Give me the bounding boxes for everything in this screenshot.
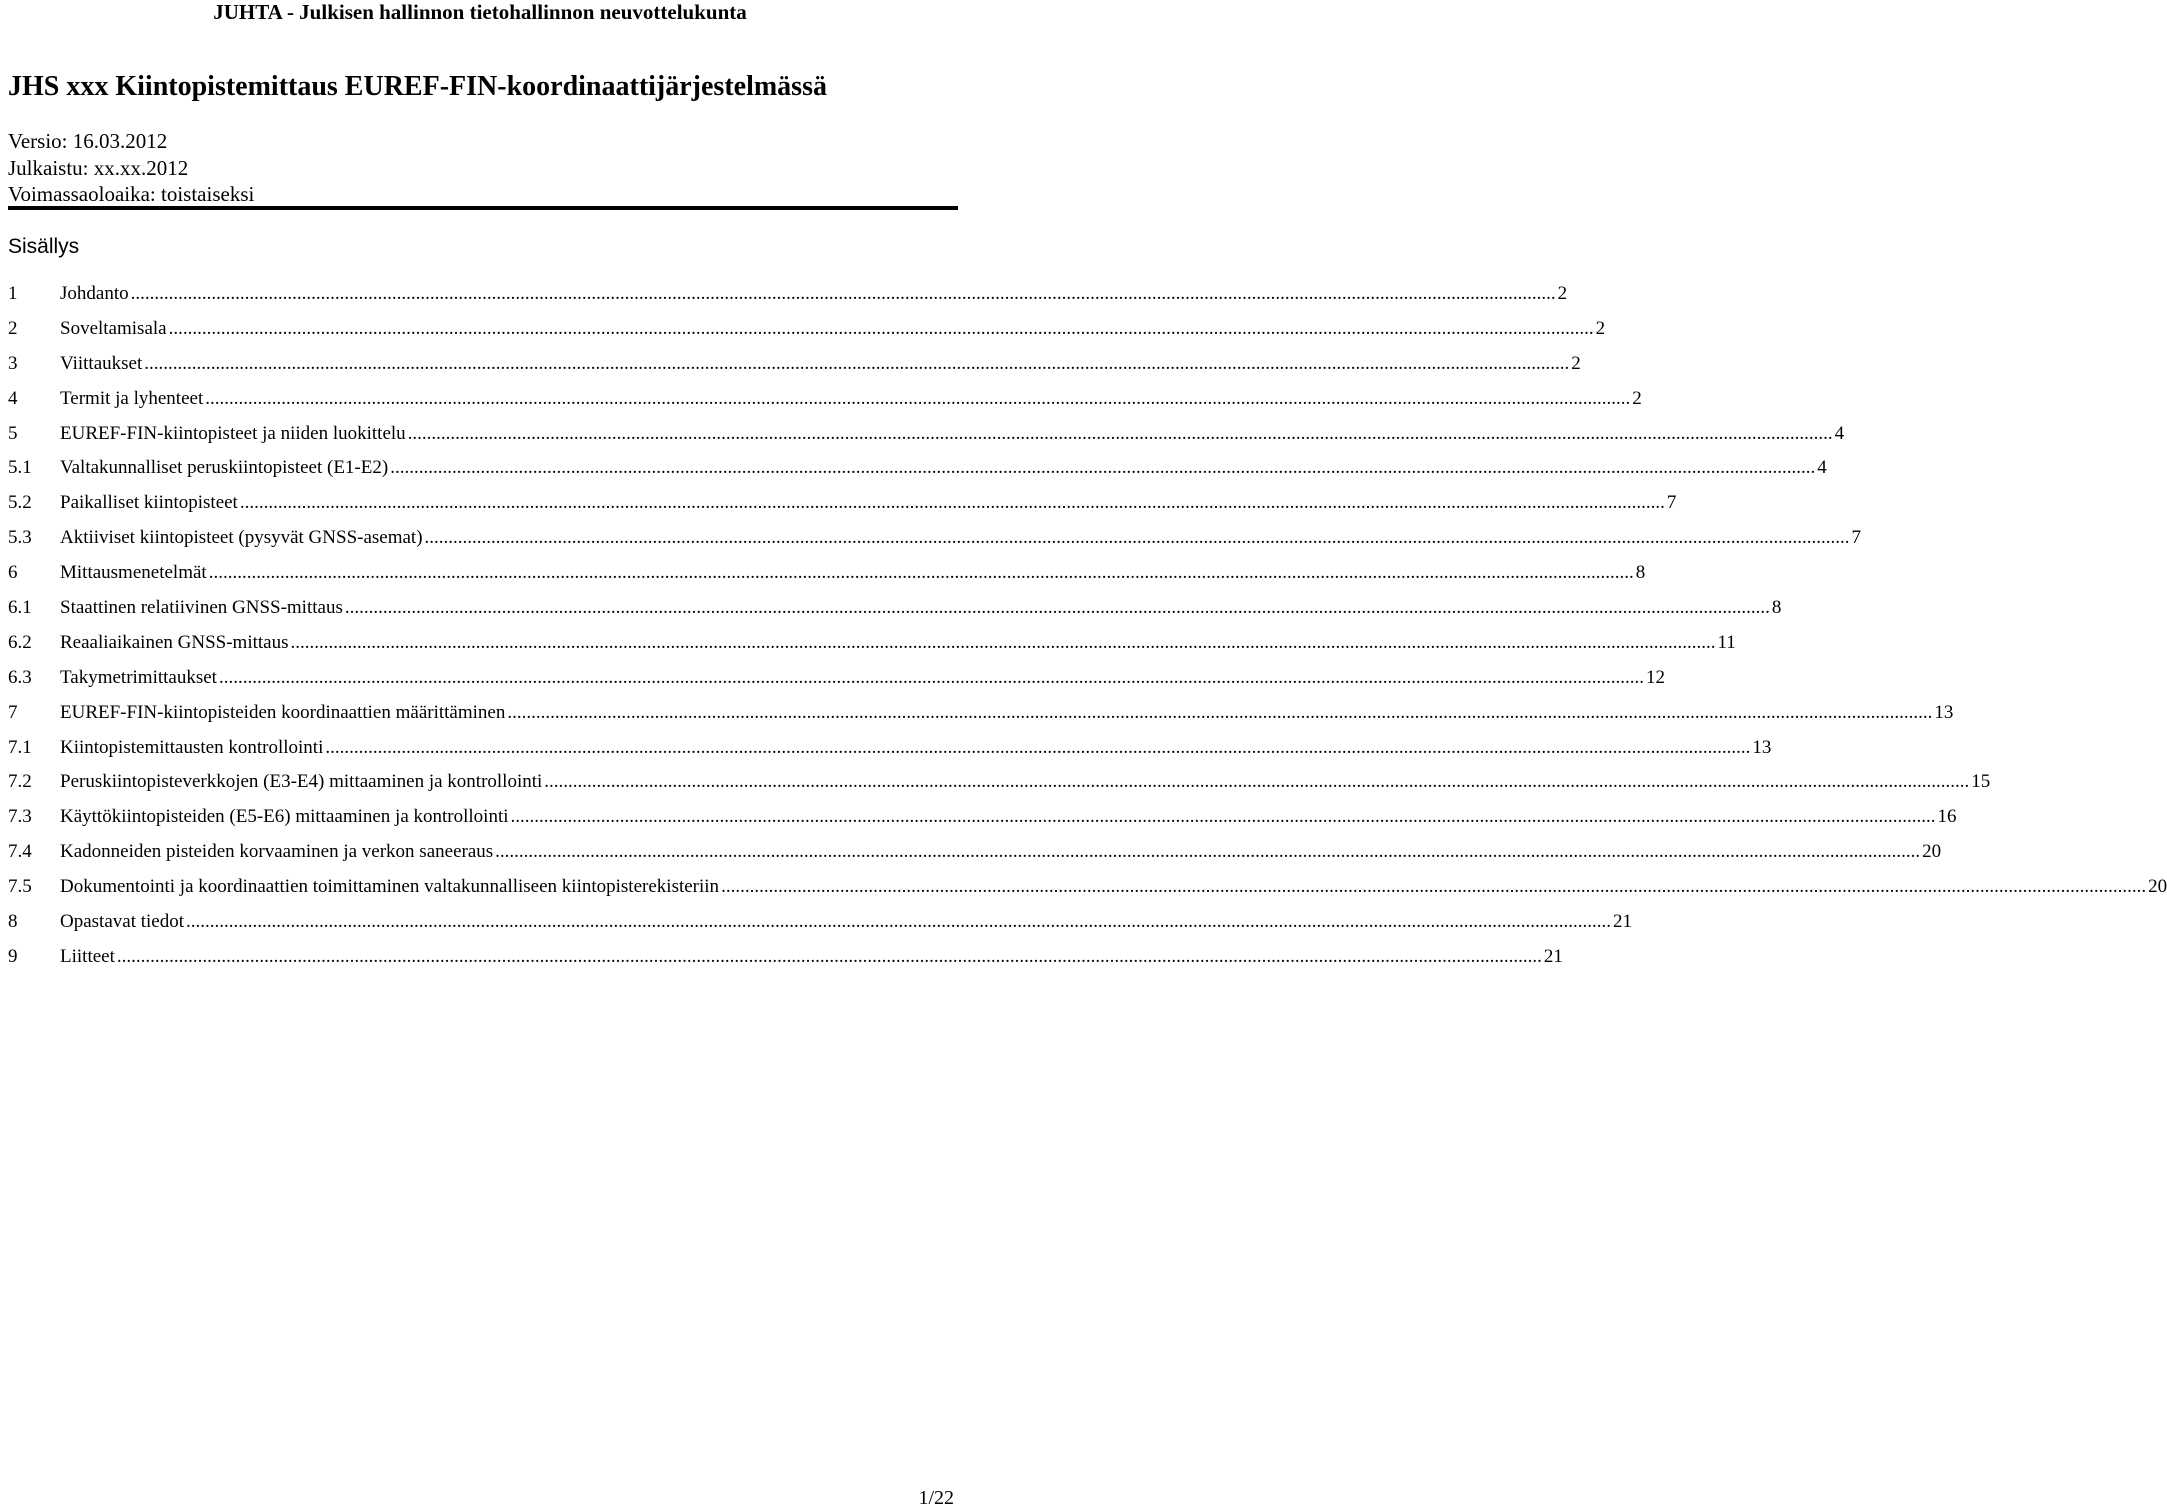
toc-entry-page: 13 [1934,701,1954,723]
toc-entry[interactable] [8,629,1736,664]
toc-entry-page: 2 [1571,352,1581,374]
toc-entry[interactable] [8,803,1957,838]
toc-entry-title: Paikalliset kiintopisteet [60,492,238,514]
organization-header: JUHTA - Julkisen hallinnon tietohallinnon neuvottelukunta [213,0,747,24]
toc-entry[interactable] [8,454,1827,489]
toc-entry[interactable] [8,664,1665,699]
toc-entry-number: 4 [8,387,18,409]
toc-entry-number: 6.3 [8,666,32,688]
toc-entry[interactable] [8,594,1782,629]
version-line: Versio: 16.03.2012 [8,129,168,153]
toc-entry-title: Kiintopistemittausten kontrollointi [60,736,324,758]
toc-entry-title: Staattinen relatiivinen GNSS-mittaus [60,597,343,619]
toc-dot-leader: ............................................................................................................................................................................................................................................................................................................ [205,387,1631,409]
table-of-contents [8,280,2167,978]
toc-dot-leader: ............................................................................................................................................................................................................................................................................................................ [544,771,1970,793]
toc-dot-leader: ............................................................................................................................................................................................................................................................................................................ [290,631,1716,653]
toc-entry-title: Kadonneiden pisteiden korvaaminen ja verkon saneeraus [60,841,494,863]
toc-entry-page: 8 [1771,597,1782,619]
toc-entry-title: Johdanto [60,283,129,304]
toc-entry[interactable] [8,734,1772,769]
toc-entry-page: 21 [1613,911,1632,933]
toc-dot-leader: ............................................................................................................................................................................................................................................................................................................ [239,492,1665,514]
toc-entry[interactable] [8,838,1942,873]
toc-dot-leader: ............................................................................................................................................................................................................................................................................................................ [218,666,1644,688]
toc-entry[interactable] [8,280,1568,315]
toc-entry-page: 7 [1666,492,1677,514]
toc-entry[interactable] [8,908,1632,943]
toc-dot-leader: ............................................................................................................................................................................................................................................................................................................ [186,911,1611,933]
toc-dot-leader: ............................................................................................................................................................................................................................................................................................................ [208,562,1634,584]
toc-dot-leader: ............................................................................................................................................................................................................................................................................................................ [344,597,1770,619]
toc-dot-leader: ............................................................................................................................................................................................................................................................................................................ [510,806,1936,828]
toc-dot-leader: ............................................................................................................................................................................................................................................................................................................ [495,841,1921,863]
toc-dot-leader: ............................................................................................................................................................................................................................................................................................................ [168,317,1594,339]
toc-entry[interactable] [8,943,1563,978]
toc-entry-number: 5.3 [8,527,32,549]
toc-entry-title: Viittaukset [60,352,143,374]
toc-dot-leader: ............................................................................................................................................................................................................................................................................................................ [116,945,1542,967]
toc-entry[interactable] [8,524,1862,559]
toc-entry-title: Aktiiviset kiintopisteet (pysyvät GNSS-asemat) [60,527,423,549]
toc-entry-page: 2 [1557,283,1568,304]
validity-line: Voimassaoloaika: toistaiseksi [8,182,255,206]
toc-entry-number: 7 [8,701,18,723]
toc-entry-number: 5.1 [8,457,32,479]
toc-entry-number: 5 [8,422,18,444]
page-number: 1/22 [918,1487,954,1509]
toc-entry-number: 7.1 [8,736,32,758]
toc-entry-page: 16 [1937,806,1957,828]
toc-entry-number: 7.3 [8,806,32,828]
toc-dot-leader: ............................................................................................................................................................................................................................................................................................................ [507,701,1933,723]
toc-entry-number: 8 [8,911,18,933]
toc-entry-page: 20 [2148,876,2167,898]
toc-dot-leader: ............................................................................................................................................................................................................................................................................................................ [130,283,1556,304]
toc-entry-page: 12 [1645,666,1665,688]
toc-entry-page: 15 [1971,771,1991,793]
toc-entry-number: 7.5 [8,876,32,898]
toc-entry-number: 7.4 [8,841,32,863]
header-divider [8,206,958,210]
toc-entry-page: 8 [1635,562,1646,584]
toc-entry-page: 4 [1834,422,1845,444]
toc-entry-title: EUREF-FIN-kiintopisteiden koordinaattien määrittäminen [60,701,506,723]
toc-entry-title: EUREF-FIN-kiintopisteet ja niiden luokittelu [60,422,406,444]
toc-entry-page: 2 [1632,387,1642,409]
toc-entry-title: Dokumentointi ja koordinaattien toimittaminen valtakunnalliseen kiintopisterekisteriin [60,876,720,898]
toc-entry-number: 6.2 [8,631,32,653]
toc-entry-title: Termit ja lyhenteet [60,387,204,409]
toc-entry-number: 6.1 [8,597,32,619]
toc-entry-title: Valtakunnalliset peruskiintopisteet (E1-E2) [60,457,389,479]
toc-entry-title: Käyttökiintopisteiden (E5-E6) mittaaminen ja kontrollointi [60,806,509,828]
toc-entry-title: Mittausmenetelmät [60,562,207,584]
toc-entry-title: Liitteet [60,945,115,967]
toc-heading: Sisällys [8,235,80,258]
toc-entry[interactable] [8,699,1954,734]
toc-entry-number: 9 [8,945,18,967]
toc-dot-leader: ............................................................................................................................................................................................................................................................................................................ [721,876,2147,898]
toc-entry[interactable] [8,385,1642,420]
toc-entry-page: 11 [1717,631,1736,653]
toc-entry-title: Opastavat tiedot [60,911,184,933]
toc-entry-page: 21 [1543,945,1563,967]
published-line: Julkaistu: xx.xx.2012 [8,156,189,180]
toc-dot-leader: ............................................................................................................................................................................................................................................................................................................ [144,352,1570,374]
toc-entry-number: 7.2 [8,771,32,793]
toc-entry[interactable] [8,559,1646,594]
toc-entry-page: 20 [1922,841,1942,863]
toc-dot-leader: ............................................................................................................................................................................................................................................................................................................ [407,422,1833,444]
toc-entry[interactable] [8,873,2167,908]
toc-entry-title: Reaaliaikainen GNSS-mittaus [60,631,289,653]
toc-entry-number: 2 [8,317,18,339]
toc-entry-number: 3 [8,352,18,374]
toc-entry-page: 2 [1595,317,1606,339]
toc-entry-page: 7 [1851,527,1862,549]
document-title: JHS xxx Kiintopistemittaus EUREF-FIN-koordinaattijärjestelmässä [8,71,827,102]
toc-entry-number: 6 [8,562,18,584]
toc-dot-leader: ............................................................................................................................................................................................................................................................................................................ [424,527,1850,549]
toc-entry-title: Takymetrimittaukset [60,666,217,688]
toc-entry-number: 5.2 [8,492,32,514]
toc-entry-title: Peruskiintopisteverkkojen (E3-E4) mittaaminen ja kontrollointi [60,771,543,793]
toc-entry-page: 4 [1817,457,1827,479]
toc-entry[interactable] [8,489,1677,524]
toc-dot-leader: ............................................................................................................................................................................................................................................................................................................ [390,457,1816,479]
toc-entry[interactable] [8,420,1845,455]
toc-entry[interactable] [8,350,1581,385]
toc-entry[interactable] [8,315,1606,350]
toc-entry-page: 13 [1752,736,1772,758]
toc-entry[interactable] [8,768,1991,803]
toc-entry-title: Soveltamisala [60,317,167,339]
toc-entry-number: 1 [8,283,18,304]
toc-dot-leader: ............................................................................................................................................................................................................................................................................................................ [325,736,1751,758]
